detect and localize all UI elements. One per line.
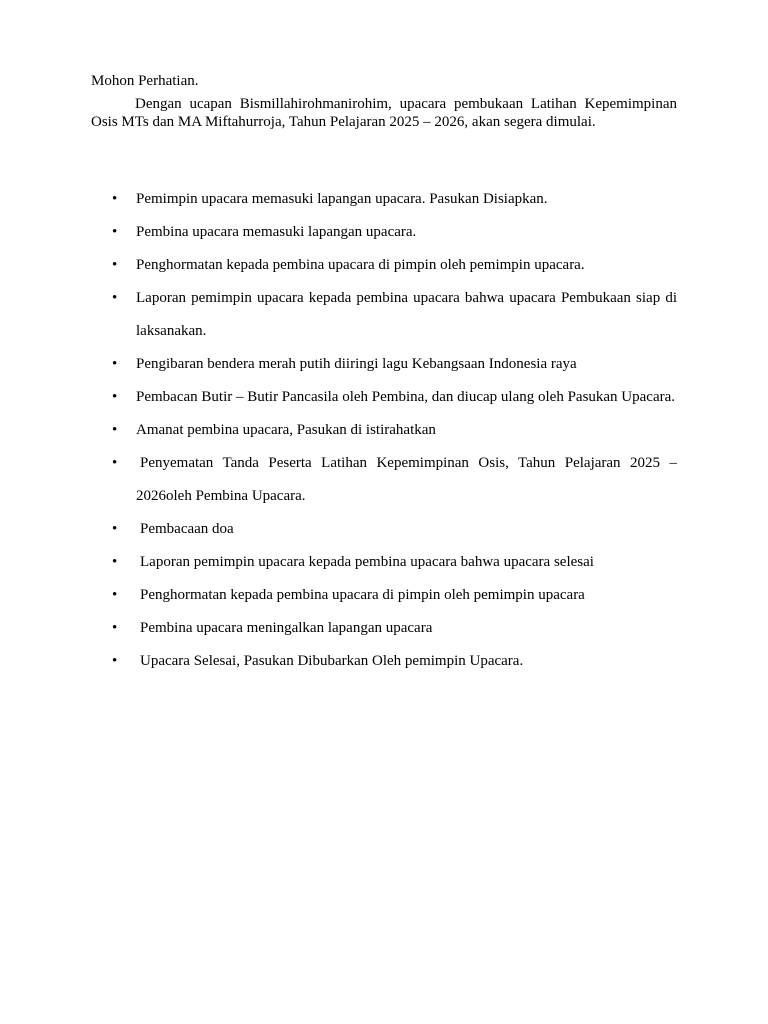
bullet-icon: • xyxy=(112,356,118,372)
bullet-icon: • xyxy=(112,290,118,306)
list-item-text: Upacara Selesai, Pasukan Dibubarkan Oleh pemimpin Upacara. xyxy=(140,653,524,669)
bullet-icon: • xyxy=(112,191,118,207)
list-item-text: Pembina upacara memasuki lapangan upacara. xyxy=(136,224,417,240)
list-item xyxy=(91,612,677,645)
agenda-list xyxy=(91,183,677,678)
list-item-text: Pemimpin upacara memasuki lapangan upacara. Pasukan Disiapkan. xyxy=(136,191,548,207)
list-item xyxy=(91,249,677,282)
list-item xyxy=(91,447,677,513)
list-item-text: Amanat pembina upacara, Pasukan di istirahatkan xyxy=(136,422,436,438)
list-item xyxy=(91,579,677,612)
document-content xyxy=(91,72,677,669)
list-item-text: Pembina upacara meningalkan lapangan upacara xyxy=(140,620,433,636)
list-item-text: Laporan pemimpin upacara kepada pembina upacara bahwa upacara Pembukaan siap di laksanakan. xyxy=(136,290,677,339)
list-item-text: Penghormatan kepada pembina upacara di pimpin oleh pemimpin upacara. xyxy=(136,257,585,273)
list-item xyxy=(91,414,677,447)
list-item-text: Laporan pemimpin upacara kepada pembina upacara bahwa upacara selesai xyxy=(140,554,594,570)
list-item xyxy=(91,216,677,249)
greeting-text: Mohon Perhatian. xyxy=(91,73,199,89)
list-item xyxy=(91,381,677,414)
bullet-icon: • xyxy=(112,224,118,240)
list-item-text: Pengibaran bendera merah putih diiringi lagu Kebangsaan Indonesia raya xyxy=(136,356,577,372)
list-item xyxy=(91,513,677,546)
intro-paragraph: Dengan ucapan Bismillahirohmanirohim, upacara pembukaan Latihan Kepemimpinan Osis MTs dan MA Miftahurroja, Tahun Pelajaran 2025 – 2026, akan segera dimulai. xyxy=(91,96,677,130)
list-item xyxy=(91,183,677,216)
list-item-text: Penyematan Tanda Peserta Latihan Kepemimpinan Osis, Tahun Pelajaran 2025 – 2026oleh Pembina Upacara. xyxy=(136,455,677,504)
list-item xyxy=(91,282,677,348)
bullet-icon: • xyxy=(112,257,118,273)
bullet-icon: • xyxy=(112,554,118,570)
bullet-icon: • xyxy=(112,422,118,438)
bullet-icon: • xyxy=(112,587,118,603)
list-item xyxy=(91,645,677,678)
list-item xyxy=(91,348,677,381)
list-item xyxy=(91,546,677,579)
bullet-icon: • xyxy=(112,389,118,405)
bullet-icon: • xyxy=(112,620,118,636)
bullet-icon: • xyxy=(112,653,118,669)
list-item-text: Penghormatan kepada pembina upacara di pimpin oleh pemimpin upacara xyxy=(140,587,585,603)
list-item-text: Pembacaan doa xyxy=(140,521,234,537)
list-item-text: Pembacan Butir – Butir Pancasila oleh Pembina, dan diucap ulang oleh Pasukan Upacara. xyxy=(136,389,676,405)
bullet-icon: • xyxy=(112,455,118,471)
bullet-icon: • xyxy=(112,521,118,537)
